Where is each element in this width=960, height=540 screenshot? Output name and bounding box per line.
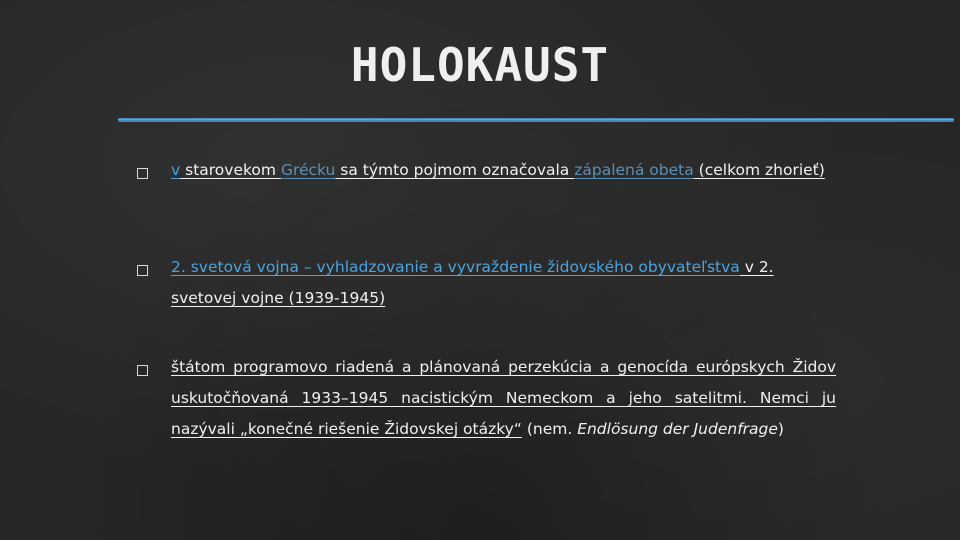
bullet-1-part-6: (celkom zhorieť) [693,161,825,179]
bullet-3-part-3: Endlösung der Judenfrage [577,420,778,438]
bullet-item-3 [171,352,836,445]
bullet-1-part-1[interactable]: v [171,161,181,179]
title-underline-highlight [118,119,954,120]
bullet-marker [137,365,148,376]
bullet-1-part-4: sa týmto pojmom označovala [335,161,575,179]
bullet-2-part-1[interactable]: 2. svetová vojna – vyhladzovanie a vyvraždenie židovského obyvateľstva [171,258,740,276]
bullet-1-part-2: starovekom [180,161,281,179]
bullet-1-part-5[interactable]: zápalená obeta [574,161,694,179]
slide-title: HOLOKAUST [350,38,610,92]
bullet-3-part-2: (nem. [521,420,578,438]
bullet-1-part-3[interactable]: Grécku [280,161,336,179]
bullet-2-part-2: v 2. svetovej vojne (1939-1945) [171,258,774,307]
bullet-marker [137,168,148,179]
bullet-marker [137,265,148,276]
bullet-3-part-1: štátom programovo riadená a plánovaná perzekúcia a genocída európskych Židov uskutočňovaná 1933–1945 nacistickým Nemeckom a jeho satelitmi. Nemci ju nazývali „konečné riešenie Židovskej otázky“ [171,358,836,438]
bullet-item-2 [171,252,836,314]
bullet-3-part-4: ) [777,420,784,438]
bullet-item-1 [171,155,836,186]
